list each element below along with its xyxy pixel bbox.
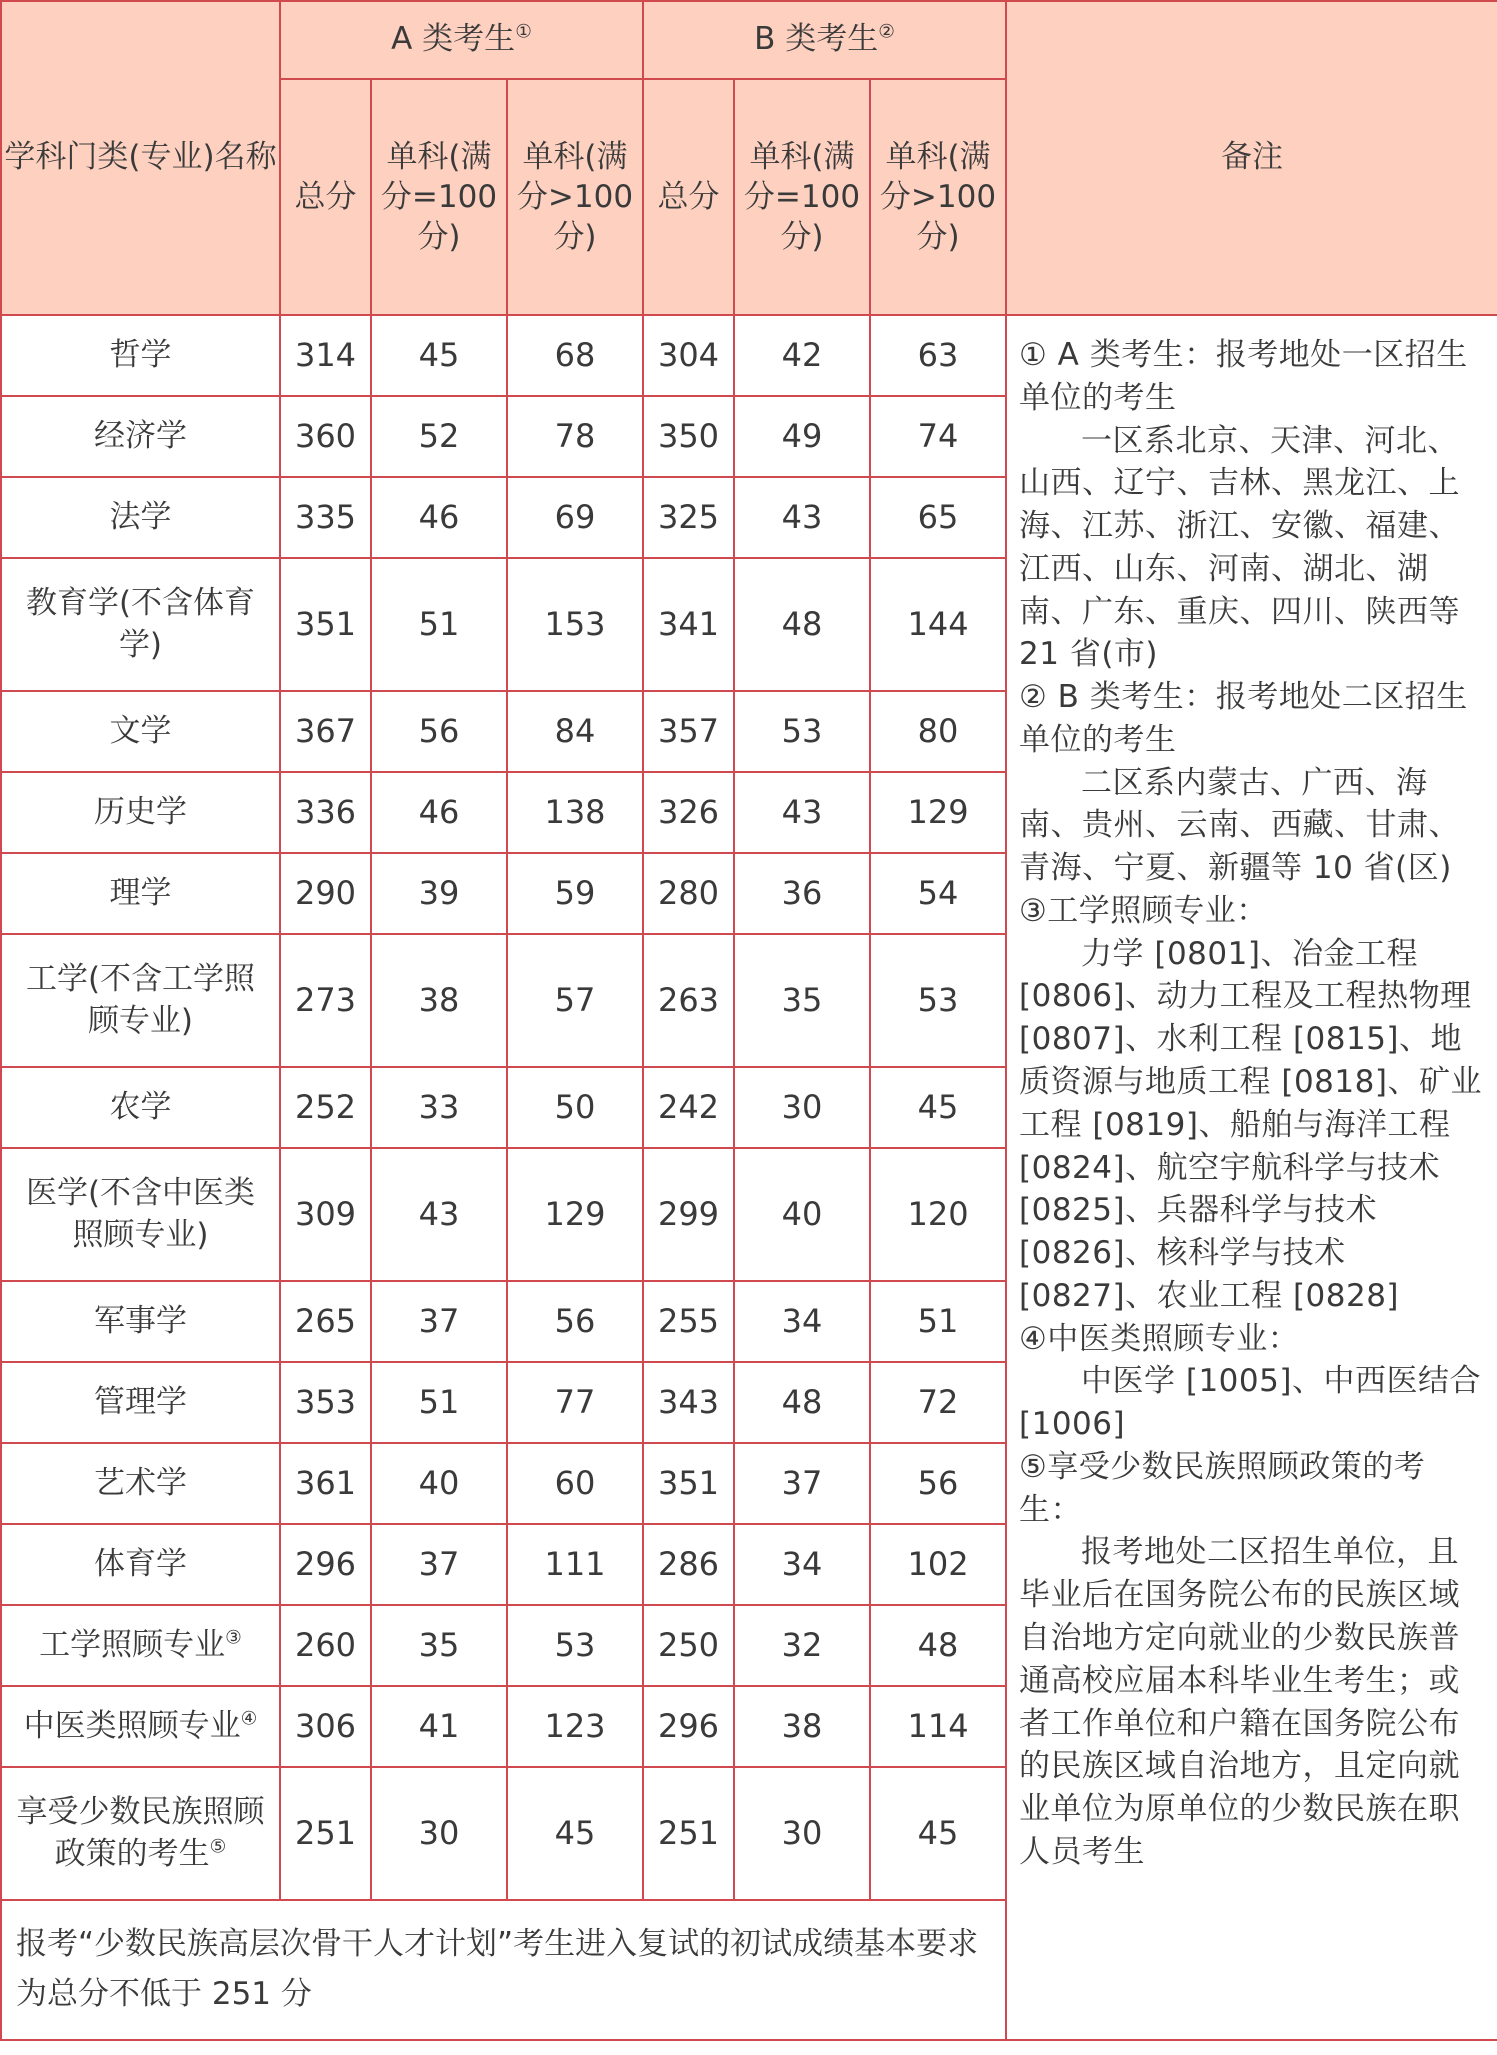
score-a-total: 296 [280,1524,371,1605]
table-row [1,315,1497,396]
score-a-single-100: 51 [371,1362,507,1443]
remark-line: 一区系北京、天津、河北、山西、辽宁、吉林、黑龙江、上海、江苏、浙江、安徽、福建、江西、山东、河南、湖北、湖南、广东、重庆、四川、陕西等 21 省(市) [1019,422,1461,673]
score-b-single-100: 43 [734,772,870,853]
remark-line: 中医学 [1005]、中西医结合 [1006] [1019,1363,1481,1443]
major-name: 工学(不含工学照顾专业) [1,934,280,1067]
score-a-total: 367 [280,691,371,772]
score-b-total: 357 [643,691,734,772]
score-a-single-gt100: 68 [507,315,643,396]
score-b-total: 286 [643,1524,734,1605]
major-name: 历史学 [1,772,280,853]
score-b-single-gt100: 65 [870,477,1006,558]
header-a-total: 总分 [280,79,371,315]
score-a-single-gt100: 60 [507,1443,643,1524]
score-a-total: 260 [280,1605,371,1686]
major-name: 中医类照顾专业④ [1,1686,280,1767]
footnote-mark: ③ [225,1627,242,1649]
score-a-single-gt100: 50 [507,1067,643,1148]
score-a-single-gt100: 153 [507,558,643,691]
header-b-single-gt100: 单科(满分>100分) [870,79,1006,315]
major-name: 理学 [1,853,280,934]
score-b-single-100: 53 [734,691,870,772]
major-name: 农学 [1,1067,280,1148]
score-b-single-100: 42 [734,315,870,396]
header-group-a: A 类考生① [280,1,643,79]
major-name: 文学 [1,691,280,772]
major-name: 艺术学 [1,1443,280,1524]
score-a-total: 251 [280,1767,371,1900]
major-name: 享受少数民族照顾政策的考生⑤ [1,1767,280,1900]
score-b-total: 242 [643,1067,734,1148]
major-name: 教育学(不含体育学) [1,558,280,691]
score-b-single-gt100: 54 [870,853,1006,934]
score-a-single-100: 38 [371,934,507,1067]
header-b-total: 总分 [643,79,734,315]
score-a-single-gt100: 129 [507,1148,643,1281]
score-b-single-100: 32 [734,1605,870,1686]
score-b-total: 351 [643,1443,734,1524]
score-a-single-100: 41 [371,1686,507,1767]
score-b-total: 341 [643,558,734,691]
score-a-single-100: 45 [371,315,507,396]
score-a-single-100: 37 [371,1281,507,1362]
score-b-total: 326 [643,772,734,853]
remark-line: ② B 类考生：报考地处二区招生单位的考生 [1019,679,1468,758]
remark-line: ⑤享受少数民族照顾政策的考生： [1019,1448,1426,1528]
score-a-single-100: 37 [371,1524,507,1605]
score-a-total: 273 [280,934,371,1067]
score-a-single-gt100: 111 [507,1524,643,1605]
score-b-total: 251 [643,1767,734,1900]
score-a-total: 265 [280,1281,371,1362]
score-a-single-gt100: 57 [507,934,643,1067]
score-b-single-gt100: 80 [870,691,1006,772]
score-b-single-gt100: 45 [870,1767,1006,1900]
score-a-single-100: 46 [371,772,507,853]
score-b-single-gt100: 74 [870,396,1006,477]
score-b-single-100: 49 [734,396,870,477]
score-a-single-gt100: 138 [507,772,643,853]
score-b-single-100: 40 [734,1148,870,1281]
score-b-single-100: 43 [734,477,870,558]
score-a-single-100: 51 [371,558,507,691]
score-b-total: 325 [643,477,734,558]
major-name: 体育学 [1,1524,280,1605]
score-b-single-gt100: 63 [870,315,1006,396]
score-b-total: 280 [643,853,734,934]
score-b-total: 263 [643,934,734,1067]
score-b-single-gt100: 48 [870,1605,1006,1686]
score-b-single-100: 38 [734,1686,870,1767]
score-b-single-gt100: 56 [870,1443,1006,1524]
score-b-single-100: 34 [734,1524,870,1605]
score-a-total: 336 [280,772,371,853]
score-a-total: 353 [280,1362,371,1443]
score-a-total: 361 [280,1443,371,1524]
score-a-single-gt100: 45 [507,1767,643,1900]
score-b-single-100: 48 [734,558,870,691]
score-a-single-gt100: 123 [507,1686,643,1767]
score-b-total: 304 [643,315,734,396]
score-b-single-100: 37 [734,1443,870,1524]
score-a-total: 309 [280,1148,371,1281]
score-b-single-gt100: 45 [870,1067,1006,1148]
score-b-total: 255 [643,1281,734,1362]
score-b-total: 296 [643,1686,734,1767]
remark-line: 报考地处二区招生单位，且毕业后在国务院公布的民族区域自治地方定向就业的少数民族普通高校应届本科毕业生考生；或者工作单位和户籍在国务院公布的民族区域自治地方，且定向就业单位为原单位的少数民族在职人员考生 [1019,1534,1461,1870]
score-b-single-100: 30 [734,1067,870,1148]
score-b-single-gt100: 72 [870,1362,1006,1443]
score-b-total: 250 [643,1605,734,1686]
score-a-single-gt100: 84 [507,691,643,772]
major-name: 军事学 [1,1281,280,1362]
header-major: 学科门类(专业)名称 [1,1,280,315]
score-a-single-gt100: 59 [507,853,643,934]
major-name: 医学(不含中医类照顾专业) [1,1148,280,1281]
score-b-total: 350 [643,396,734,477]
score-a-single-gt100: 78 [507,396,643,477]
header-a-single-100: 单科(满分=100分) [371,79,507,315]
score-a-single-100: 30 [371,1767,507,1900]
score-a-single-100: 33 [371,1067,507,1148]
score-a-total: 351 [280,558,371,691]
score-a-total: 252 [280,1067,371,1148]
remark-line: 二区系内蒙古、广西、海南、贵州、云南、西藏、甘肃、青海、宁夏、新疆等 10 省(区) [1019,764,1461,887]
remark-line: ③工学照顾专业： [1019,892,1268,929]
score-b-single-100: 30 [734,1767,870,1900]
score-a-single-100: 56 [371,691,507,772]
score-b-single-gt100: 51 [870,1281,1006,1362]
score-a-single-100: 46 [371,477,507,558]
score-a-total: 290 [280,853,371,934]
score-a-single-100: 40 [371,1443,507,1524]
score-b-single-gt100: 114 [870,1686,1006,1767]
footer-note: 报考“少数民族高层次骨干人才计划”考生进入复试的初试成绩基本要求为总分不低于 251 分 [1,1900,1006,2040]
major-name: 法学 [1,477,280,558]
major-name: 哲学 [1,315,280,396]
score-b-single-gt100: 129 [870,772,1006,853]
remarks-cell [1006,315,1497,2040]
header-b-single-100: 单科(满分=100分) [734,79,870,315]
score-b-single-100: 36 [734,853,870,934]
score-a-single-gt100: 53 [507,1605,643,1686]
score-a-single-100: 35 [371,1605,507,1686]
remark-line: ① A 类考生：报考地处一区招生单位的考生 [1019,337,1468,416]
header-a-single-gt100: 单科(满分>100分) [507,79,643,315]
score-b-total: 299 [643,1148,734,1281]
score-a-total: 360 [280,396,371,477]
footnote-mark: ④ [240,1708,258,1730]
score-a-single-100: 39 [371,853,507,934]
score-a-single-gt100: 77 [507,1362,643,1443]
major-name: 工学照顾专业③ [1,1605,280,1686]
score-a-single-100: 52 [371,396,507,477]
score-b-single-gt100: 120 [870,1148,1006,1281]
score-b-single-gt100: 53 [870,934,1006,1067]
score-b-single-100: 48 [734,1362,870,1443]
remark-line: ④中医类照顾专业： [1019,1320,1300,1357]
footnote-mark: ⑤ [209,1836,227,1858]
score-a-single-gt100: 56 [507,1281,643,1362]
score-a-single-gt100: 69 [507,477,643,558]
score-b-single-gt100: 102 [870,1524,1006,1605]
score-a-total: 306 [280,1686,371,1767]
score-b-total: 343 [643,1362,734,1443]
score-a-total: 335 [280,477,371,558]
header-group-b: B 类考生② [643,1,1006,79]
table-body [1,315,1497,2040]
header-remarks: 备注 [1006,1,1497,315]
score-b-single-100: 35 [734,934,870,1067]
major-name: 经济学 [1,396,280,477]
major-name: 管理学 [1,1362,280,1443]
score-b-single-gt100: 144 [870,558,1006,691]
remark-line: 力学 [0801]、冶金工程 [0806]、动力工程及工程热物理 [0807]、水利工程 [0815]、地质资源与地质工程 [0818]、矿业工程 [0819]、船舶与海洋工程 [0824]、航空宇航科学与技术 [0825]、兵器科学与技术 [0826]、核科学与技术 [0827]、农业工程 [0828] [1019,935,1482,1314]
score-a-total: 314 [280,315,371,396]
score-a-single-100: 43 [371,1148,507,1281]
score-b-single-100: 34 [734,1281,870,1362]
